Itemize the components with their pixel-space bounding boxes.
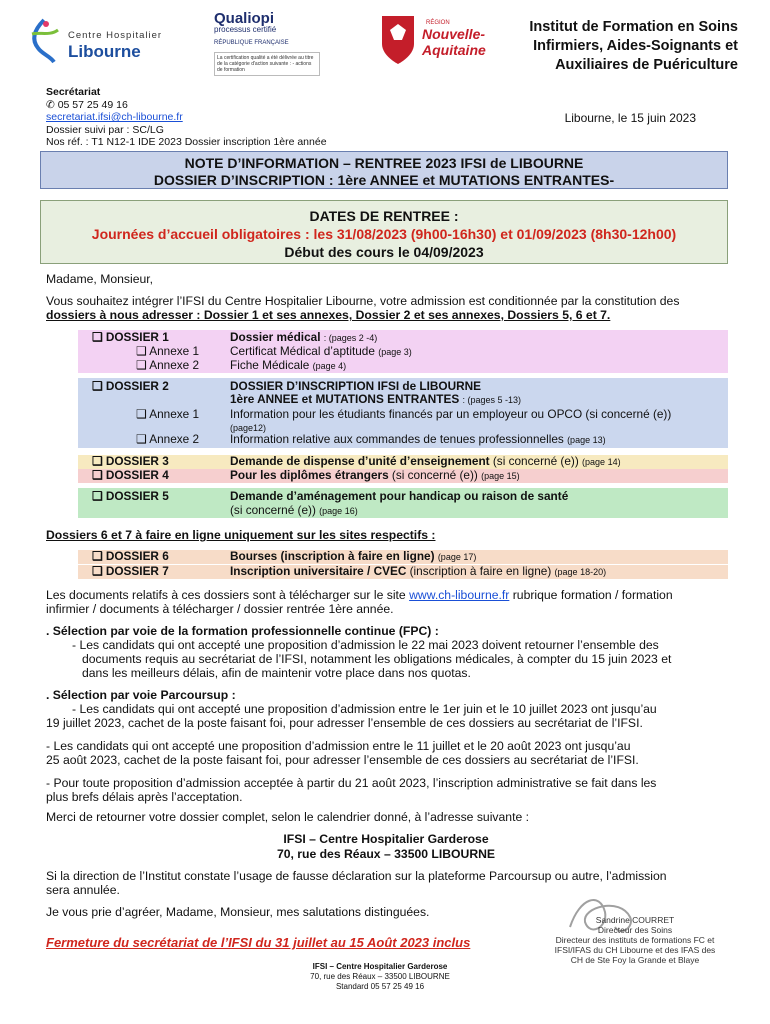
dossier1-annexe1-desc: Certificat Médical d’aptitude (page 3) [230, 344, 412, 358]
dates-welcome: Journées d’accueil obligatoires : les 31/08/2023 (9h00-16h30) et 01/09/2023 (8h30-12h00) [91, 226, 677, 242]
dossier3-row [78, 455, 728, 469]
dates-title: DATES DE RENTREE : [309, 208, 459, 224]
region-name1: Nouvelle- [422, 26, 486, 42]
secretariat-block [46, 86, 327, 149]
signature-role2: Directeur des instituts de formations FC et [555, 935, 715, 945]
region-top: RÉGION [426, 20, 450, 26]
dossier2-annexe1: ❑ Annexe 1 [136, 407, 200, 421]
closure-notice: Fermeture du secrétariat de l’IFSI du 31 juillet au 15 Août 2023 inclus [46, 935, 471, 950]
secretariat-phone: ✆ 05 57 25 49 16 [46, 98, 128, 111]
dossier2-annexe1-page: (page12) [230, 423, 267, 433]
institute-title [529, 18, 738, 75]
fraud-line2: sera annulée. [46, 883, 120, 897]
signature-role4: CH de Ste Foy la Grande et Blaye [570, 955, 700, 965]
region-shield-icon [380, 14, 416, 66]
intro-p1: Vous souhaitez intégrer l’IFSI du Centre Hospitalier Libourne, votre admission est conditionnée par la constitution des [46, 294, 680, 308]
footer-address [280, 962, 480, 992]
dates-start: Début des cours le 04/09/2023 [284, 244, 484, 260]
dossier6-label: ❑ DOSSIER 6 [92, 549, 169, 563]
region-logo [380, 14, 500, 70]
dossier1-row [78, 330, 728, 373]
note-banner-line2: DOSSIER D’INSCRIPTION : 1ère ANNEE et MUTATIONS ENTRANTES- [153, 172, 615, 188]
parcoursup-c1: - Pour toute proposition d’admission acceptée à partir du 21 août 2023, l’inscription administrative se fait dans les [46, 776, 657, 790]
parcoursup-c2: plus brefs délais après l’acceptation. [46, 790, 243, 804]
dossier4-label: ❑ DOSSIER 4 [92, 468, 169, 482]
address-line1: IFSI – Centre Hospitalier Garderose [283, 832, 489, 846]
dossier6-desc: Bourses (inscription à faire en ligne) (page 17) [230, 549, 477, 563]
dossier7-row [78, 565, 728, 579]
salutation: Madame, Monsieur, [46, 272, 154, 286]
site-link[interactable]: www.ch-libourne.fr [409, 588, 510, 602]
fpc-l2: documents requis au secrétariat de l’IFSI, notamment les obligations médicales, à compter du 15 juin 2023 et [82, 652, 672, 666]
region-name2: Aquitaine [422, 42, 486, 58]
docs-p1c: infirmier / documents à télécharger / dossier rentrée 1ère année. [46, 602, 394, 616]
fpc-l3: dans les meilleurs délais, afin de maintenir votre place dans nos quotas. [82, 666, 471, 680]
address-line2: 70, rue des Réaux – 33500 LIBOURNE [276, 847, 496, 861]
dossier3-label: ❑ DOSSIER 3 [92, 454, 169, 468]
dossier2-label: ❑ DOSSIER 2 [92, 379, 169, 393]
parcoursup-a2: 19 juillet 2023, cachet de la poste faisant foi, pour adresser l’ensemble de ces dossiers au secrétariat de l’IFSI. [46, 716, 643, 730]
dossier2-title1: DOSSIER D’INSCRIPTION IFSI de LIBOURNE [230, 379, 482, 393]
dossier3-desc: Demande de dispense d’unité d’enseignement (si concerné (e)) (page 14) [230, 454, 621, 468]
footer-addr2: 70, rue des Réaux – 33500 LIBOURNE [310, 972, 450, 981]
dossier7-label: ❑ DOSSIER 7 [92, 564, 169, 578]
parcoursup-b2: 25 août 2023, cachet de la poste faisant foi, pour adresser l’ensemble de ces dossiers au secrétariat de l’IFSI. [46, 753, 639, 767]
dossier4-desc: Pour les diplômes étrangers (si concerné (e)) (page 15) [230, 468, 520, 482]
dossier2-annexe2: ❑ Annexe 2 [136, 432, 200, 446]
parcoursup-title: . Sélection par voie Parcoursup : [46, 688, 236, 702]
salutation-closing: Je vous prie d’agréer, Madame, Monsieur, mes salutations distinguées. [46, 905, 430, 919]
online-dossiers-title: Dossiers 6 et 7 à faire en ligne uniquement sur les sites respectifs : [46, 528, 436, 542]
fraud-line1: Si la direction de l’Institut constate l’usage de fausse déclaration sur la plateforme Parcoursup ou autre, l’admission [46, 869, 667, 883]
handwritten-signature-icon [560, 887, 650, 947]
signature-name: Sandrine COURRET [595, 915, 675, 925]
ch-logo-line2: Libourne [68, 42, 141, 61]
dossier2-annexe2-desc: Information relative aux commandes de tenues professionnelles (page 13) [230, 432, 606, 446]
signature-role1: Directeur des Soins [597, 925, 673, 935]
parcoursup-a1: - Les candidats qui ont accepté une proposition d’admission entre le 1er juin et le 10 juillet 2023 ont jusqu’au [72, 702, 657, 716]
institute-line2: Infirmiers, Aides-Soignants et [533, 38, 738, 54]
secretariat-suivi: Dossier suivi par : SC/LG [46, 123, 164, 136]
fpc-title: . Sélection par voie de la formation professionnelle continue (FPC) : [46, 624, 439, 638]
ch-logo-icon [24, 18, 64, 64]
signature-role3: IFSI/IFAS du CH Libourne et des IFAS des [554, 945, 716, 955]
secretariat-ref: Nos réf. : T1 N12-1 IDE 2023 Dossier inscription 1ère année [46, 136, 327, 148]
qualiopi-name: Qualiopi [214, 10, 274, 27]
dossier1-annexe2: ❑ Annexe 2 [136, 358, 200, 372]
intro-p1b: dossiers à nous adresser : Dossier 1 et ses annexes, Dossier 2 et ses annexes, Dossiers 5, 6 et 7. [46, 308, 611, 322]
institute-line3: Auxiliaires de Puériculture [555, 57, 738, 73]
ch-logo-line1: Centre Hospitalier [68, 30, 163, 41]
parcoursup-b1: - Les candidats qui ont accepté une proposition d’admission entre le 11 juillet et le 20 août 2023 ont jusqu’au [46, 739, 631, 753]
fpc-l1: - Les candidats qui ont accepté une proposition d’admission le 22 mai 2023 doivent retourner l’ensemble des [72, 638, 659, 652]
qualiopi-rep: RÉPUBLIQUE FRANÇAISE [214, 40, 289, 46]
note-banner [40, 151, 728, 189]
footer-addr1: IFSI – Centre Hospitalier Garderose [312, 962, 448, 971]
dossier4-row [78, 469, 728, 483]
dossier5-row [78, 488, 728, 518]
dossier1-desc: Dossier médical : (pages 2 -4) [230, 330, 378, 344]
dossier5-label: ❑ DOSSIER 5 [92, 489, 169, 503]
secretariat-title: Secrétariat [46, 86, 101, 98]
institute-line1: Institut de Formation en Soins [529, 19, 738, 35]
dossier5-rest: (si concerné (e)) (page 16) [230, 503, 358, 517]
letter-date: Libourne, le 15 juin 2023 [564, 111, 696, 125]
qualiopi-sub: processus certifié [214, 25, 277, 34]
dossier5-title: Demande d’aménagement pour handicap ou raison de santé [230, 489, 569, 503]
dossier2-annexe1-desc: Information pour les étudiants financés par un employeur ou OPCO (si concerné (e)) [230, 407, 672, 421]
qualiopi-logo [214, 10, 344, 84]
ch-libourne-logo [24, 16, 184, 64]
merci: Merci de retourner votre dossier complet, selon le calendrier donné, à l’adresse suivante : [46, 810, 530, 824]
dossier1-annexe2-desc: Fiche Médicale (page 4) [230, 358, 347, 372]
note-banner-line1: NOTE D’INFORMATION – RENTREE 2023 IFSI de LIBOURNE [184, 155, 584, 171]
qualiopi-note: La certification qualité a été délivrée au titre de la catégorie d'action suivante : - actions de formation [214, 52, 320, 76]
footer-addr3: Standard 05 57 25 49 16 [335, 982, 425, 991]
dossier6-row [78, 550, 728, 564]
docs-p1: Les documents relatifs à ces dossiers sont à télécharger sur le site www.ch-libourne.fr rubrique formation / formation [46, 588, 673, 602]
dates-banner [40, 200, 728, 264]
dossier7-desc: Inscription universitaire / CVEC (inscription à faire en ligne) (page 18-20) [230, 564, 607, 578]
secretariat-email[interactable]: secretariat.ifsi@ch-libourne.fr [46, 111, 183, 123]
signature-block [540, 915, 730, 965]
dossier2-title2: 1ère ANNEE et MUTATIONS ENTRANTES : (pages 5 -13) [230, 392, 522, 406]
dossier1-label: ❑ DOSSIER 1 [92, 330, 169, 344]
dossier2-row [78, 378, 728, 448]
dossier1-annexe1: ❑ Annexe 1 [136, 344, 200, 358]
